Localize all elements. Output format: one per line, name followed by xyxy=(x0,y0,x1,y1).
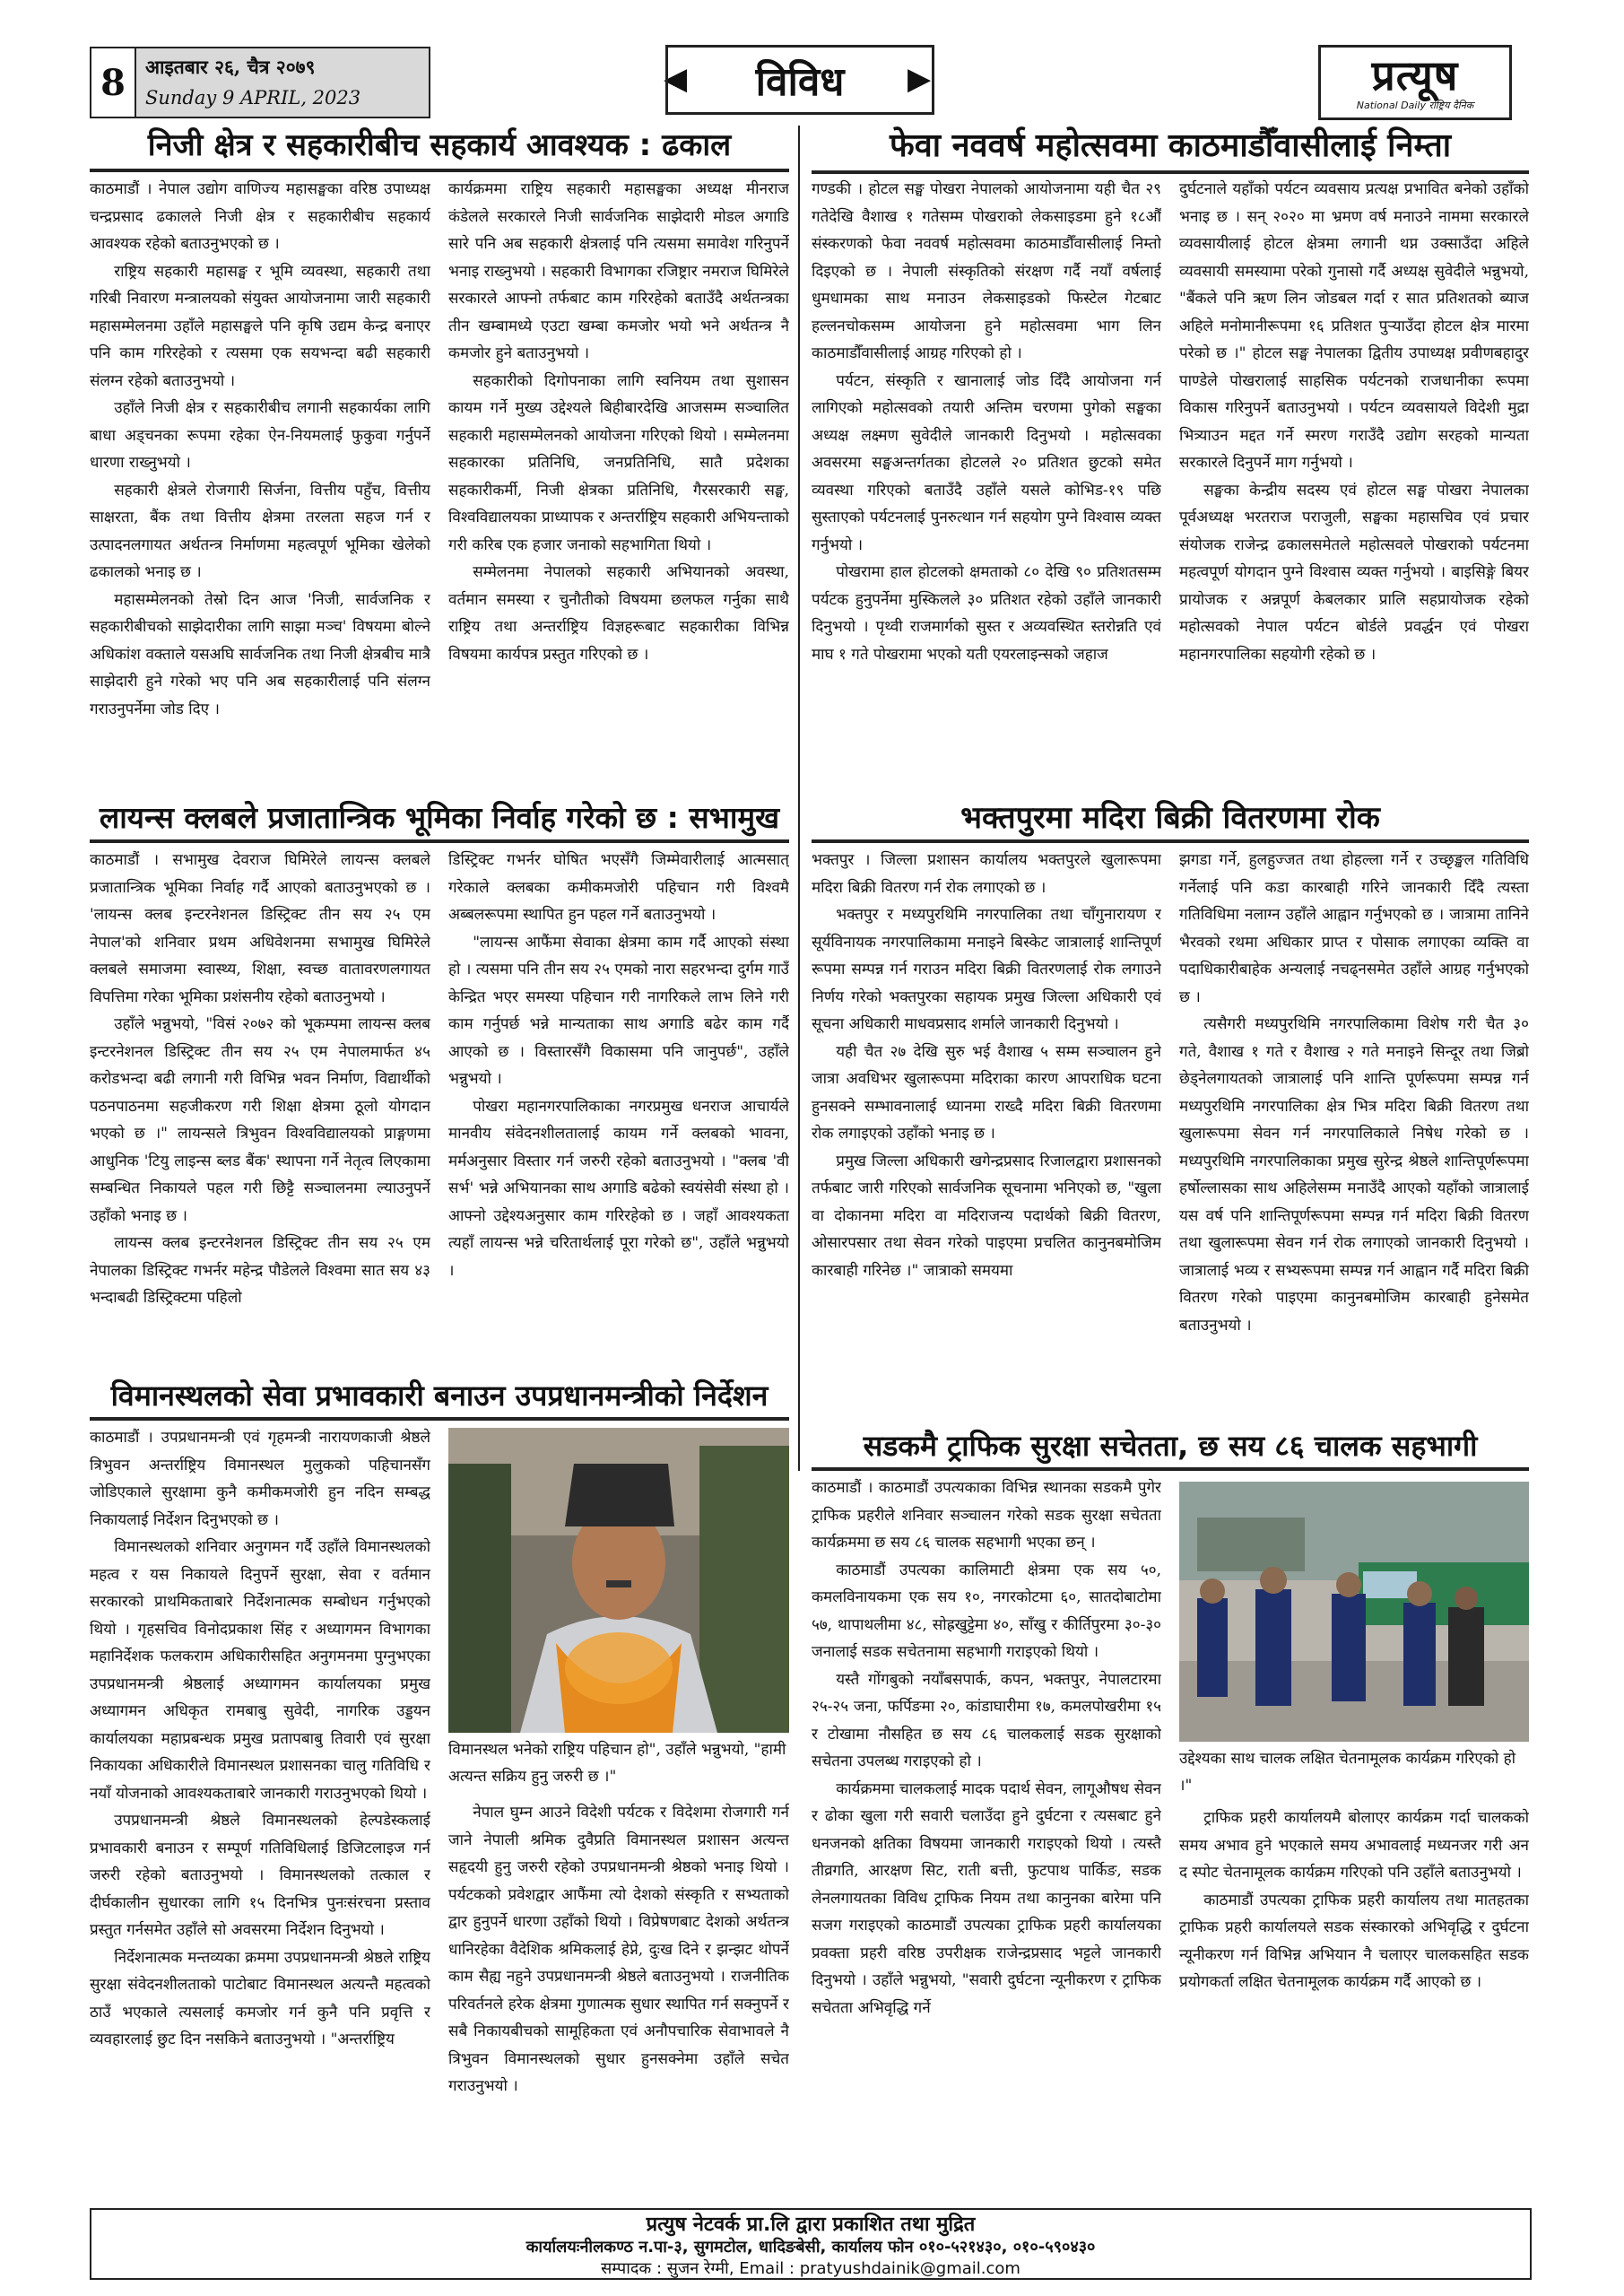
right-arrow-icon: ▶ xyxy=(908,61,932,97)
section-title: विविध xyxy=(665,45,934,115)
left-arrow-icon: ◀ xyxy=(664,61,688,97)
paragraph: दुर्घटनाले यहाँको पर्यटन व्यवसाय प्रत्यक्ष प्रभावित बनेको उहाँको भनाइ छ । सन् २०२० मा भ्रमण वर्ष मनाउने नाममा सरकारले व्यवसायीलाई होटल क्षेत्रमा लगानी थप्न उक्साउँदा अहिले व्यवसायी समस्यामा परेको गुनासो गर्दै अध्यक्ष सुवेदीले भन्नुभयो, "बैंकले पनि ऋण लिन जोडबल गर्दा र सात प्रतिशतको ब्याज अहिले मनोमानीरूपमा १६ प्रतिशत पुऱ्याउँदा होटल क्षेत्र मारमा परेको छ ।" होटल सङ्घ नेपालका द्वितीय उपाध्यक्ष प्रवीणबहादुर पाण्डेले पोखरालाई साहसिक पर्यटनको राजधानीका रूपमा विकास गरिनुपर्ने बताउनुभयो । पर्यटन व्यवसायले विदेशी मुद्रा भित्र्याउन मद्दत गर्ने स्मरण गराउँदै उद्योग सरहको मान्यता सरकारले दिनुपर्ने माग गर्नुभयो । xyxy=(1179,180,1529,472)
logo-subtitle: National Daily राष्ट्रिय दैनिक xyxy=(1356,99,1474,111)
paragraph: काठमाडौं उपत्यका ट्राफिक प्रहरी कार्यालय तथा मातहतका ट्राफिक प्रहरी कार्यालयले सडक संस्कारको अभिवृद्धि र दुर्घटना न्यूनीकरण गर्न विभिन्न अभियान नै चलाएर चालकसहित सडक प्रयोगकर्ता लक्षित चेतनामूलक कार्यक्रम गर्दै आएको छ । xyxy=(1179,1891,1529,1991)
article-airport-col2 xyxy=(448,1799,789,2197)
paragraph: राष्ट्रिय सहकारी महासङ्घ र भूमि व्यवस्था, सहकारी तथा गरिबी निवारण मन्त्रालयको संयुक्त आयोजनामा जारी सहकारी महासम्मेलनमा उहाँले महासङ्घले पनि कृषि उद्यम केन्द्र बनाएर पनि काम गरिरहेको र त्यसमा एक सयभन्दा बढी सहकारी संलग्न रहेको बताउनुभयो । xyxy=(90,262,430,390)
office-address: कार्यालयःनीलकण्ठ न.पा-३, सुगमटोल, धादिङबेसी, कार्यालय फोन ०१०-५२१४३०, ०१०-५९०४३० xyxy=(525,2238,1096,2257)
paragraph: सहकारीको दिगोपनाका लागि स्वनियम तथा सुशासन कायम गर्ने मुख्य उद्देश्यले बिहीबारदेखि आजसम्म सञ्चालित सहकारी महासम्मेलनको आयोजना गरिएको थियो । सम्मेलनमा सहकारका प्रतिनिधि, जनप्रतिनिधि, सातै प्रदेशका सहकारीकर्मी, निजी क्षेत्रका प्रतिनिधि, गैरसरकारी सङ्घ, विश्वविद्यालयका प्राध्यापक र अन्तर्राष्ट्रिय सहकारी अभियन्ताको गरी करिब एक हजार जनाको सहभागिता थियो । xyxy=(448,371,789,554)
paragraph: डिस्ट्रिक्ट गभर्नर घोषित भएसँगै जिम्मेवारीलाई आत्मसात् गरेकाले क्लबका कमीकमजोरी पहिचान गरी विश्वमै अब्बलरूपमा स्थापित हुन पहल गर्ने बताउनुभयो । xyxy=(448,851,789,924)
paragraph: भक्तपुर र मध्यपुरथिमि नगरपालिका तथा चाँगुनारायण र सूर्यविनायक नगरपालिकामा मनाइने बिस्केट जात्रालाई शान्तिपूर्ण रूपमा सम्पन्न गर्न गराउन मदिरा बिक्री वितरणलाई रोक लगाउने निर्णय गरेको भक्तपुरका सहायक प्रमुख जिल्ला अधिकारी एवं सूचना अधिकारी माधवप्रसाद शर्माले जानकारी दिनुभयो । xyxy=(812,906,1161,1033)
article-fewa-col1 xyxy=(812,176,1161,795)
paragraph: काठमाडौं उपत्यका कालिमाटी क्षेत्रमा एक सय ५०, कमलविनायकमा एक सय १०, नगरकोटमा ६०, सातदोबाटोमा ५७, थापाथलीमा ४८, सोह्रखुट्टेमा ४०, साँखु र कीर्तिपुरमा ३०-३० जनालाई सडक सचेतनामा सहभागी गराइएको थियो । xyxy=(812,1561,1161,1661)
article-bhaktapur-col2 xyxy=(1179,847,1529,1417)
article-fewa-col2 xyxy=(1179,176,1529,795)
article-lions-col2 xyxy=(448,847,789,1367)
traffic-photo-image xyxy=(1179,1482,1529,1742)
editor-email-line: सम्पादक : सुजन रेग्मी, Email : pratyushdainik@gmail.com xyxy=(601,2259,1020,2278)
headline-rule xyxy=(90,1417,789,1421)
headline-fewa-festival: फेवा नववर्ष महोत्सवमा काठमाडौँवासीलाई निम्ता xyxy=(889,127,1452,164)
paragraph: उपप्रधानमन्त्री श्रेष्ठले विमानस्थलको हेल्पडेस्कलाई प्रभावकारी बनाउन र सम्पूर्ण गतिविधिलाई डिजिटलाइज गर्न जरुरी रहेको बताउनुभयो । विमानस्थलको तत्काल र दीर्घकालीन सुधारका लागि १५ दिनभित्र पुनःसंरचना प्रस्ताव प्रस्तुत गर्नसमेत उहाँले सो अवसरमा निर्देशन दिनुभयो । xyxy=(90,1812,430,1939)
paragraph: यही चैत २७ देखि सुरु भई वैशाख ५ सम्म सञ्चालन हुने जात्रा अवधिभर खुलारूपमा मदिराका कारण आपराधिक घटना हुनसक्ने सम्भावनालाई ध्यानमा राख्दै मदिरा बिक्री वितरणमा रोक लगाइएको उहाँको भनाइ छ । xyxy=(812,1042,1161,1143)
photo-traffic-caption: उद्देश्यका साथ चालक लक्षित चेतनामूलक कार्यक्रम गरिएको हो ।" xyxy=(1179,1750,1516,1795)
paragraph: भक्तपुर । जिल्ला प्रशासन कार्यालय भक्तपुरले खुलारूपमा मदिरा बिक्री वितरण गर्न रोक लगाएको छ । xyxy=(812,851,1161,897)
page-number: 8 xyxy=(91,48,136,117)
headline-airport: विमानस्थलको सेवा प्रभावकारी बनाउन उपप्रधानमन्त्रीको निर्देशन xyxy=(110,1378,769,1413)
paragraph: विमानस्थलको शनिवार अनुगमन गर्दै उहाँले विमानस्थलको महत्व र यस निकायले दिनुपर्ने सुरक्षा, सेवा र वर्तमान सरकारको प्राथमिकताबारे निर्देशनात्मक सम्बोधन गर्नुभएको थियो । गृहसचिव विनोदप्रकाश सिंह र अध्यागमन विभागका महानिर्देशक फलकराम अधिकारीसहित अनुगमनमा पुग्नुभएका उपप्रधानमन्त्री श्रेष्ठलाई अध्यागमन कार्यालयका प्रमुख अध्यागमन अधिकृत रामबाबु सुवेदी, नागरिक उड्डयन कार्यालयका महाप्रबन्धक प्रमुख प्रतापबाबु तिवारी एवं सुरक्षा निकायका अधिकारीले विमानस्थल प्रशासनका चालु गतिविधि र नयाँ योजनाको आवश्यकताबारे जानकारी गराउनुभएको थियो । xyxy=(90,1538,430,1803)
article-cooperative-col1 xyxy=(90,176,430,795)
date-box xyxy=(90,47,430,118)
headline-rule xyxy=(812,839,1529,843)
date-block xyxy=(136,48,429,117)
paragraph: "लायन्स आफैंमा सेवाका क्षेत्रमा काम गर्दै आएको संस्था हो । त्यसमा पनि तीन सय २५ एमको नारा सहरभन्दा दुर्गम गाउँ केन्द्रित भएर समस्या पहिचान गरी नागरिकले लाभ लिने गरी काम गर्नुपर्छ भन्ने मान्यताका साथ अगाडि बढेर काम गर्दै आएको छ । विस्तारसँगै विकासमा पनि जानुपर्छ", उहाँले भन्नुभयो । xyxy=(448,933,789,1088)
paragraph: कार्यक्रममा राष्ट्रिय सहकारी महासङ्घका अध्यक्ष मीनराज कंडेलले सरकारले निजी सार्वजनिक साझेदारी मोडल अगाडि सारे पनि अब सहकारी क्षेत्रलाई पनि त्यसमा समावेश गरिनुपर्ने भनाइ राख्नुभयो । सहकारी विभागका रजिष्ट्रार नमराज घिमिरेले सरकारले आफ्नो तर्फबाट काम गरिरहेको बताउँदै अर्थतन्त्रका तीन खम्बामध्ये एउटा खम्बा कमजोर भयो भने अर्थतन्त्र नै कमजोर हुने बताउनुभयो । xyxy=(448,180,789,362)
headline-rule xyxy=(90,839,789,843)
article-bhaktapur-col1 xyxy=(812,847,1161,1417)
paragraph: उहाँले भन्नुभयो, "विसं २०७२ को भूकम्पमा लायन्स क्लब इन्टरनेशनल डिस्ट्रिक्ट तीन सय २५ एम नेपालमार्फत ४५ करोडभन्दा बढी लगानी गरी विभिन्न भवन निर्माण, विद्यार्थीको पठनपाठनमा सहजीकरण गरी शिक्षा क्षेत्रमा ठूलो योगदान भएको छ ।" लायन्सले त्रिभुवन विश्वविद्यालयको प्राङ्गणमा आधुनिक 'टियु लाइन्स ब्लड बैंक' स्थापना गर्ने नेतृत्व लिएकामा सम्बन्धित निकायले पहल गरी छिट्टै सञ्चालनमा ल्याउनुपर्ने उहाँको भनाइ छ । xyxy=(90,1015,430,1225)
paragraph: काठमाडौं । सभामुख देवराज घिमिरेले लायन्स क्लबले प्रजातान्त्रिक भूमिका निर्वाह गर्दै आएको बताउनुभएको छ । 'लायन्स क्लब इन्टरनेशनल डिस्ट्रिक्ट तीन सय २५ एम नेपाल'को शनिवार प्रथम अधिवेशनमा सभामुख घिमिरेले क्लबले समाजमा स्वास्थ्य, शिक्षा, स्वच्छ वातावरणलगायत विपत्तिमा गरेका भूमिका प्रशंसनीय रहेको बताउनुभयो । xyxy=(90,851,430,1006)
paragraph: ट्राफिक प्रहरी कार्यालयमै बोलाएर कार्यक्रम गर्दा चालकको समय अभाव हुने भएकाले समय अभावलाई मध्यनजर गरी अन द स्पोट चेतनामूलक कार्यक्रम गरिएको पनि उहाँले बताउनुभयो । xyxy=(1179,1809,1529,1882)
paragraph: पोखरा महानगरपालिकाका नगरप्रमुख धनराज आचार्यले मानवीय संवेदनशीलतालाई कायम गर्ने क्लबको भावना, मर्मअनुसार विस्तार गर्न जरुरी रहेको बताउनुभयो । "क्लब 'वी सर्भ' भन्ने अभियानका साथ अगाडि बढेको स्वयंसेवी संस्था हो । आफ्नो उद्देश्यअनुसार काम गरिरहेको छ । जहाँ आवश्यकता त्यहाँ लायन्स भन्ने चरितार्थलाई पूरा गरेको छ", उहाँले भन्नुभयो । xyxy=(448,1097,789,1280)
paragraph: काठमाडौं । उपप्रधानमन्त्री एवं गृहमन्त्री नारायणकाजी श्रेष्ठले त्रिभुवन अन्तर्राष्ट्रिय विमानस्थल मुलुकको पहिचानसँग जोडिएकाले सुरक्षामा कुनै कमीकमजोरी हुन नदिन सम्बद्ध निकायलाई निर्देशन दिनुभएको छ । xyxy=(90,1429,430,1529)
paragraph: सङ्घका केन्द्रीय सदस्य एवं होटल सङ्घ पोखरा नेपालका पूर्वअध्यक्ष भरतराज पराजुली, सङ्घका महासचिव एवं प्रचार संयोजक राजेन्द्र ढकालसमेतले महोत्सवले पोखराको पर्यटनमा महत्वपूर्ण योगदान पुग्ने विश्वास व्यक्त गर्नुभयो । बाइसिङ्गे बियर प्रायोजक र अन्नपूर्ण केबलकार प्रालि सहप्रायोजक रहेको महोत्सवको नेपाल पर्यटन बोर्डले प्रवर्द्धन एवं पोखरा महानगरपालिका सहयोगी रहेको छ । xyxy=(1179,481,1529,664)
paragraph: प्रमुख जिल्ला अधिकारी खगेन्द्रप्रसाद रिजालद्वारा प्रशासनको तर्फबाट जारी गरिएको सार्वजनिक सूचनामा भनिएको छ, "खुला वा दोकानमा मदिरा वा मदिराजन्य पदार्थको बिक्री वितरण, ओसारपसार तथा सेवन गरेको पाइएमा प्रचलित कानुनबमोजिम कारबाही गरिनेछ ।" जात्राको समयमा xyxy=(812,1152,1161,1280)
headline-cooperative: निजी क्षेत्र र सहकारीबीच सहकार्य आवश्यक : ढकाल xyxy=(147,127,732,163)
headline-rule xyxy=(812,170,1529,174)
paragraph: यस्तै गोंगबुको नयाँबसपार्क, कपन, भक्तपुर, नेपालटारमा २५-२५ जना, फर्पिङमा २०, कांडाघारीमा १७, कमलपोखरीमा १५ र टोखामा नौसहित छ सय ८६ चालकलाई सडक सुरक्षाको सचेतना उपलब्ध गराइएको हो । xyxy=(812,1670,1161,1770)
column-divider xyxy=(798,126,800,1471)
photo-traffic xyxy=(1179,1482,1529,1742)
publisher-line: प्रत्युष नेटवर्क प्रा.लि द्वारा प्रकाशित तथा मुद्रित xyxy=(646,2213,976,2236)
article-cooperative-col2 xyxy=(448,176,789,795)
paragraph: झगडा गर्ने, हुलहुज्जत तथा होहल्ला गर्ने र उच्छृङ्खल गतिविधि गर्नेलाई पनि कडा कारबाही गरिने जानकारी दिँदै त्यस्ता गतिविधिमा नलाग्न उहाँले आह्वान गर्नुभएको छ । जात्रामा तानिने भैरवको रथमा अधिकार प्राप्त र पोसाक लगाएका व्यक्ति वा पदाधिकारीबाहेक अन्यलाई नचढ्नसमेत उहाँले आग्रह गर्नुभएको छ । xyxy=(1179,851,1529,1006)
article-traffic-col2 xyxy=(1179,1805,1529,2197)
newspaper-logo xyxy=(1318,45,1512,120)
paragraph: नेपाल घुम्न आउने विदेशी पर्यटक र विदेशमा रोजगारी गर्न जाने नेपाली श्रमिक दुवैप्रति विमानस्थल प्रशासन अत्यन्त सहृदयी हुनु जरुरी रहेको उपप्रधानमन्त्री श्रेष्ठको भनाइ थियो । पर्यटकको प्रवेशद्वार आफैंमा त्यो देशको संस्कृति र सभ्यताको द्वार हुनुपर्ने धारणा उहाँको थियो । विप्रेषणबाट देशको अर्थतन्त्र धानिरहेका वैदेशिक श्रमिकलाई हेप्ने, दुःख दिने र झन्झट थोपर्ने काम सैह्य नहुने उपप्रधानमन्त्री श्रेष्ठले बताउनुभयो । राजनीतिक परिवर्तनले हरेक क्षेत्रमा गुणात्मक सुधार स्थापित गर्न सक्नुपर्ने र सबै निकायबीचको सामूहिकता एवं अनौपचारिक सेवाभावले नै त्रिभुवन विमानस्थलको सुधार हुनसक्नेमा उहाँले सचेत गराउनुभयो । xyxy=(448,1804,789,2095)
headline-rule xyxy=(812,1467,1529,1471)
date-english: Sunday 9 APRIL, 2023 xyxy=(145,87,361,109)
paragraph: महासम्मेलनको तेस्रो दिन आज 'निजी, सार्वजनिक र सहकारीबीचको साझेदारीका लागि साझा मञ्च' विषयमा बोल्ने अधिकांश वक्ताले यसअघि सार्वजनिक तथा निजी क्षेत्रबीच मात्रै साझेदारी हुने गरेको भए पनि अब सहकारीलाई पनि संलग्न गराउनुपर्नेमा जोड दिए । xyxy=(90,590,430,718)
paragraph: उहाँले निजी क्षेत्र र सहकारीबीच लगानी सहकार्यका लागि बाधा अड्चनका रूपमा रहेका ऐन-नियमलाई फुकुवा गर्नुपर्ने धारणा राख्नुभयो । xyxy=(90,399,430,472)
headline-bhaktapur-liquor: भक्तपुरमा मदिरा बिक्री वितरणमा रोक xyxy=(960,800,1380,836)
paragraph: कार्यक्रममा चालकलाई मादक पदार्थ सेवन, लागूऔषध सेवन र ढोका खुला गरी सवारी चलाउँदा हुने दुर्घटना र त्यसबाट हुने धनजनको क्षतिका विषयमा जानकारी गराइएको थियो । त्यस्तै तीव्रगति, आरक्षण सिट, राती बत्ती, फुटपाथ पार्किङ, सडक लेनलगायतका विविध ट्राफिक नियम तथा कानुनका बारेमा पनि सजग गराइएको काठमाडौं उपत्यका ट्राफिक प्रहरी कार्यालयका प्रवक्ता प्रहरी वरिष्ठ उपरीक्षक राजेन्द्रप्रसाद भट्टले जानकारी दिनुभयो । उहाँले भन्नुभयो, "सवारी दुर्घटना न्यूनीकरण र ट्राफिक सचेतता अभिवृद्धि गर्ने xyxy=(812,1779,1161,2017)
paragraph: पोखरामा हाल होटलको क्षमताको ८० देखि ९० प्रतिशतसम्म पर्यटक हुनुपर्नेमा मुस्किलले ३० प्रतिशत रहेको उहाँले जानकारी दिनुभयो । पृथ्वी राजमार्गको सुस्त र अव्यवस्थित स्तरोन्नति एवं माघ १ गते पोखरामा भएको यती एयरलाइन्सको जहाज xyxy=(812,563,1161,664)
paragraph: निर्देशनात्मक मन्तव्यका क्रममा उपप्रधानमन्त्री श्रेष्ठले राष्ट्रिय सुरक्षा संवेदनशीलताको पाटोबाट विमानस्थल अत्यन्तै महत्वको ठाउँ भएकाले त्यसलाई कमजोर गर्न कुनै पनि प्रवृत्ति र व्यवहारलाई छुट दिन नसकिने बताउनुभयो । "अन्तर्राष्ट्रिय xyxy=(90,1948,430,2048)
paragraph: काठमाडौं । नेपाल उद्योग वाणिज्य महासङ्घका वरिष्ठ उपाध्यक्ष चन्द्रप्रसाद ढकालले निजी क्षेत्र र सहकारीबीच सहकार्य आवश्यक रहेको बताउनुभएको छ । xyxy=(90,180,430,253)
headline-rule xyxy=(90,169,789,172)
headline-lions-club: लायन्स क्लबले प्रजातान्त्रिक भूमिका निर्वाह गरेको छ : सभामुख xyxy=(99,800,780,835)
paragraph: गण्डकी । होटल सङ्घ पोखरा नेपालको आयोजनामा यही चैत २९ गतेदेखि वैशाख १ गतेसम्म पोखराको लेकसाइडमा हुने १८औँ संस्करणको फेवा नववर्ष महोत्सवमा काठमाडौँवासीलाई निम्तो दिइएको छ । नेपाली संस्कृतिको संरक्षण गर्दै नयाँ वर्षलाई धुमधामका साथ मनाउन लेकसाइडको फिस्टेल गेटबाट हल्लनचोकसम्म आयोजना हुने महोत्सवमा भाग लिन काठमाडौँवासीलाई आग्रह गरिएको हो । xyxy=(812,180,1161,362)
photo-minister-caption: विमानस्थल भनेको राष्ट्रिय पहिचान हो", उहाँले भन्नुभयो, "हामी अत्यन्त सक्रिय हुनु जरुरी छ ।" xyxy=(448,1741,786,1786)
headline-traffic: सडकमै ट्राफिक सुरक्षा सचेतता, छ सय ८६ चालक सहभागी xyxy=(863,1429,1478,1463)
paragraph: त्यसैगरी मध्यपुरथिमि नगरपालिकामा विशेष गरी चैत ३० गते, वैशाख १ गते र वैशाख २ गते मनाइने सिन्दूर तथा जिब्रो छेड्नेलगायतको जात्रालाई पनि शान्ति पूर्णरूपमा सम्पन्न गर्न मध्यपुरथिमि नगरपालिका क्षेत्र भित्र मदिरा बिक्री वितरण तथा खुलारूपमा सेवन गर्न नगरपालिकाले निषेध गरेको छ । मध्यपुरथिमि नगरपालिकाका प्रमुख सुरेन्द्र श्रेष्ठले शान्तिपूर्णरूपमा हर्षोल्लासका साथ अहिलेसम्म मनाउँदै आएको यहाँको जात्रालाई यस वर्ष पनि शान्तिपूर्णरूपमा सम्पन्न गर्न मदिरा बिक्री वितरण तथा खुलारूपमा सेवन गर्न रोक लगाएको जानकारी दिनुभयो । जात्रालाई भव्य र सभ्यरूपमा सम्पन्न गर्न आह्वान गर्दै मदिरा बिक्री वितरण गरेको पाइएमा कानुनबमोजिम कारबाही हुनेसमेत बताउनुभयो । xyxy=(1179,1015,1529,1335)
paragraph: लायन्स क्लब इन्टरनेशनल डिस्ट्रिक्ट तीन सय २५ एम नेपालका डिस्ट्रिक्ट गभर्नर महेन्द्र पौडेलले विश्वमा सात सय ४३ भन्दाबढी डिस्ट्रिक्टमा पहिलो xyxy=(90,1234,430,1307)
logo-text: प्रत्यूष xyxy=(1371,50,1459,100)
article-traffic-col1 xyxy=(812,1474,1161,2197)
article-lions-col1 xyxy=(90,847,430,1367)
article-airport-col1 xyxy=(90,1424,430,2197)
footer-imprint xyxy=(90,2208,1532,2280)
paragraph: सम्मेलनमा नेपालको सहकारी अभियानको अवस्था, वर्तमान समस्या र चुनौतीको विषयमा छलफल गर्नुका साथै राष्ट्रिय तथा अन्तर्राष्ट्रिय विज्ञहरूबाट सहकारीका विभिन्न विषयमा कार्यपत्र प्रस्तुत गरिएको छ । xyxy=(448,563,789,664)
photo-minister xyxy=(448,1428,789,1733)
paragraph: सहकारी क्षेत्रले रोजगारी सिर्जना, वित्तीय पहुँच, वित्तीय साक्षरता, बैंक तथा वित्तीय क्षेत्रमा तरलता सहज गर्न र उत्पादनलगायत अर्थतन्त्र निर्माणमा महत्वपूर्ण भूमिका खेलेको ढकालको भनाइ छ । xyxy=(90,481,430,581)
paragraph: पर्यटन, संस्कृति र खानालाई जोड दिँदै आयोजना गर्न लागिएको महोत्सवको तयारी अन्तिम चरणमा पुगेको सङ्घका अध्यक्ष लक्ष्मण सुवेदीले जानकारी दिनुभयो । महोत्सवका अवसरमा सङ्घअन्तर्गतका होटलले २० प्रतिशत छुटको समेत व्यवस्था गरिएको बताउँदै उहाँले यसले कोभिड-१९ पछि सुस्ताएको पर्यटनलाई पुनरुत्थान गर्न सहयोग पुग्ने विश्वास व्यक्त गर्नुभयो । xyxy=(812,371,1161,554)
paragraph: काठमाडौं । काठमाडौं उपत्यकाका विभिन्न स्थानका सडकमै पुगेर ट्राफिक प्रहरीले शनिवार सञ्चालन गरेको सडक सुरक्षा सचेतता कार्यक्रममा छ सय ८६ चालक सहभागी भएका छन् । xyxy=(812,1479,1161,1552)
minister-photo-image xyxy=(448,1428,789,1733)
date-nepali: आइतबार २६, चैत्र २०७९ xyxy=(145,56,316,78)
